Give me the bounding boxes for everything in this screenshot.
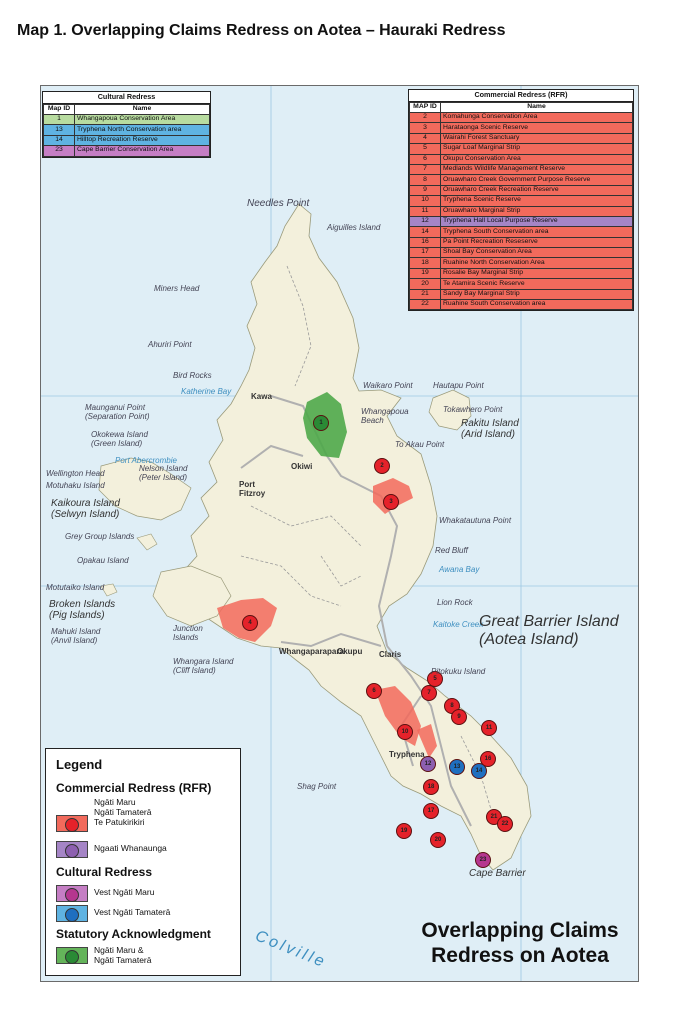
place-label: Needles Point (247, 198, 310, 209)
map-marker-label: 3 (389, 499, 393, 505)
legend-swatch (56, 905, 88, 922)
commercial-table-row-id: 16 (410, 237, 441, 247)
map-marker-icon[interactable] (481, 720, 497, 736)
map-marker-icon[interactable] (396, 823, 412, 839)
commercial-table-row-name: Rosalie Bay Marginal Strip (441, 268, 633, 278)
commercial-table-row-id: 19 (410, 268, 441, 278)
cultural-table-row-name: Tryphena North Conservation area (75, 125, 210, 135)
place-label: Okiwi (291, 462, 313, 471)
map-marker-label: 21 (490, 814, 498, 820)
commercial-table-row-name: Sugar Loaf Marginal Strip (441, 144, 633, 154)
commercial-table-row-name: Komahunga Conservation Area (441, 113, 633, 123)
map-marker-icon[interactable] (423, 803, 439, 819)
commercial-table-row (410, 164, 633, 174)
commercial-table-row-name: Wairahi Forest Sanctuary (441, 133, 633, 143)
place-label: Tokawhero Point (443, 405, 503, 414)
map-legend (45, 748, 241, 976)
place-label: Okokewa Island (Green Island) (91, 430, 148, 448)
commercial-table-row-id: 22 (410, 300, 441, 310)
place-label: Whangara Island (Cliff Island) (173, 657, 234, 675)
map-marker-icon[interactable] (374, 458, 390, 474)
map-marker-label: 11 (485, 725, 493, 731)
map-marker-label: 22 (501, 821, 509, 827)
map-marker-icon[interactable] (451, 709, 467, 725)
map-marker-icon[interactable] (242, 615, 258, 631)
commercial-table-row (410, 227, 633, 237)
place-label: Awana Bay (439, 565, 480, 574)
commercial-table-row-name: Sandy Bay Marginal Strip (441, 289, 633, 299)
commercial-table-row (410, 123, 633, 133)
map-marker-label: 10 (401, 729, 409, 735)
commercial-table-row-id: 6 (410, 154, 441, 164)
cultural-table-row-id: 13 (44, 125, 75, 135)
commercial-table-row (410, 300, 633, 310)
place-label: Colville (252, 927, 330, 972)
cultural-table-grid (43, 104, 210, 157)
commercial-table-row (410, 248, 633, 258)
commercial-table-row (410, 237, 633, 247)
place-label: Ahuriri Point (148, 340, 192, 349)
commercial-table-grid (409, 102, 633, 310)
map-marker-icon[interactable] (497, 816, 513, 832)
map-marker-label: 2 (380, 463, 384, 469)
map-marker-icon[interactable] (313, 415, 329, 431)
commercial-table-row (410, 154, 633, 164)
legend-swatch (56, 885, 88, 902)
map-marker-label: 17 (427, 808, 435, 814)
commercial-table-row-name: Tryphena Hall Local Purpose Reserve (441, 216, 633, 226)
commercial-table-row-name: Te Atamira Scenic Reserve (441, 279, 633, 289)
place-label: Bird Rocks (173, 371, 212, 380)
commercial-table-row (410, 268, 633, 278)
legend-swatch (56, 815, 88, 832)
commercial-table-row (410, 216, 633, 226)
place-label: Kawa (251, 392, 272, 401)
map-marker-icon[interactable] (383, 494, 399, 510)
place-label: Kaikoura Island (Selwyn Island) (51, 498, 120, 520)
place-label: Great Barrier Island (Aotea Island) (479, 613, 619, 648)
commercial-table-row (410, 133, 633, 143)
legend-cultural-heading: Cultural Redress (56, 865, 153, 879)
map-marker-label: 4 (248, 620, 252, 626)
legend-marker-icon (65, 844, 79, 858)
place-label: Wellington Head (46, 469, 105, 478)
cultural-redress-table (42, 91, 211, 158)
cultural-col-id: Map ID (44, 105, 75, 115)
place-label: Hautapu Point (433, 381, 484, 390)
place-label: Mahuki Island (Anvil Island) (51, 627, 101, 645)
commercial-table-row-id: 8 (410, 175, 441, 185)
map-marker-label: 1 (319, 420, 323, 426)
cultural-table-title: Cultural Redress (43, 92, 210, 104)
map-marker-icon[interactable] (421, 685, 437, 701)
legend-label: Vest Ngāti Maru (94, 887, 155, 897)
commercial-table-row-name: Ruahine South Conservation area (441, 300, 633, 310)
legend-marker-icon (65, 950, 79, 964)
cultural-table-row (44, 125, 210, 135)
commercial-table-row-name: Okupu Conservation Area (441, 154, 633, 164)
commercial-table-row-name: Oruawharo Marginal Strip (441, 206, 633, 216)
commercial-table-row-name: Oruawharo Creek Recreation Reserve (441, 185, 633, 195)
commercial-table-row (410, 185, 633, 195)
commercial-table-row-id: 3 (410, 123, 441, 133)
commercial-table-row-id: 7 (410, 164, 441, 174)
map-marker-label: 23 (479, 857, 487, 863)
commercial-table-row-id: 5 (410, 144, 441, 154)
commercial-table-row (410, 289, 633, 299)
commercial-table-row-name: Tryphena South Conservation area (441, 227, 633, 237)
map-marker-label: 5 (433, 676, 437, 682)
commercial-table-row (410, 206, 633, 216)
legend-marker-icon (65, 908, 79, 922)
place-label: Kaitoke Creek (433, 620, 484, 629)
legend-commercial-heading: Commercial Redress (RFR) (56, 781, 212, 795)
commercial-table-row-name: Medlands Wildlife Management Reserve (441, 164, 633, 174)
commercial-table-row-id: 18 (410, 258, 441, 268)
legend-label: Ngaati Whanaunga (94, 843, 167, 853)
commercial-table-row-id: 20 (410, 279, 441, 289)
place-label: Waikaro Point (363, 381, 413, 390)
legend-swatch (56, 947, 88, 964)
place-label: To Akau Point (395, 440, 445, 449)
cultural-table-row-name: Cape Barrier Conservation Area (75, 146, 210, 156)
page-title: Map 1. Overlapping Claims Redress on Aotea – Hauraki Redress (17, 22, 506, 39)
map-marker-icon[interactable] (430, 832, 446, 848)
place-label: Aiguilles Island (327, 223, 381, 232)
legend-label: Ngāti Maru Ngāti Tamaterā Te Patukirikiri (94, 797, 152, 827)
place-label: Shag Point (297, 782, 337, 791)
cultural-table-row-id: 23 (44, 146, 75, 156)
commercial-table-row-id: 14 (410, 227, 441, 237)
map-marker-label: 20 (434, 837, 442, 843)
commercial-table-row (410, 279, 633, 289)
commercial-table-row-id: 11 (410, 206, 441, 216)
commercial-col-id: MAP ID (410, 103, 441, 113)
cultural-table-row (44, 115, 210, 125)
commercial-table-row-name: Harataonga Scenic Reserve (441, 123, 633, 133)
commercial-table-row-name: Shoal Bay Conservation Area (441, 248, 633, 258)
legend-marker-icon (65, 888, 79, 902)
commercial-table-row (410, 258, 633, 268)
cultural-table-row-id: 1 (44, 115, 75, 125)
commercial-table-row-id: 21 (410, 289, 441, 299)
cultural-table-row (44, 135, 210, 145)
legend-title: Legend (56, 757, 103, 772)
place-label: Red Bluff (435, 546, 468, 555)
map-marker-label: 8 (450, 703, 454, 709)
map-marker-label: 7 (427, 690, 431, 696)
map-marker-label: 12 (424, 761, 432, 767)
map-marker-label: 14 (475, 768, 483, 774)
commercial-table-row (410, 175, 633, 185)
map-title-text: Overlapping Claims Redress on Aotea (421, 919, 619, 967)
map-title (385, 918, 655, 968)
commercial-table-row-id: 12 (410, 216, 441, 226)
place-label: Whangaparapara (279, 647, 344, 656)
place-label: Miners Head (154, 284, 200, 293)
commercial-table-row (410, 144, 633, 154)
place-label: Motutaiko Island (46, 583, 105, 592)
place-label: Broken Islands (Pig Islands) (49, 599, 116, 621)
small-island-1 (137, 534, 157, 550)
map-marker-label: 18 (427, 784, 435, 790)
map-marker-label: 13 (453, 764, 461, 770)
commercial-table-row-id: 10 (410, 196, 441, 206)
map-marker-icon[interactable] (475, 852, 491, 868)
map-marker-icon[interactable] (449, 759, 465, 775)
place-label: Claris (379, 650, 402, 659)
commercial-redress-table (408, 89, 634, 311)
legend-label: Ngāti Maru & Ngāti Tamaterā (94, 945, 152, 965)
place-label: Tryphena (389, 750, 425, 759)
place-label: Opakau Island (77, 556, 129, 565)
place-label: Nelson Island (Peter Island) (139, 464, 188, 482)
legend-label: Vest Ngāti Tamaterā (94, 907, 171, 917)
map-marker-icon[interactable] (480, 751, 496, 767)
commercial-table-row-id: 9 (410, 185, 441, 195)
commercial-table-row (410, 113, 633, 123)
commercial-table-row-name: Pa Point Recreation Reseserve (441, 237, 633, 247)
place-label: Cape Barrier (469, 868, 526, 879)
place-label: Rakitu Island (Arid Island) (461, 418, 519, 440)
place-label: Junction Islands (173, 624, 203, 642)
commercial-col-name: Name (441, 103, 633, 113)
cultural-col-name: Name (75, 105, 210, 115)
commercial-table-row (410, 196, 633, 206)
place-label: Katherine Bay (181, 387, 232, 396)
commercial-table-row-id: 17 (410, 248, 441, 258)
commercial-table-title: Commercial Redress (RFR) (409, 90, 633, 102)
commercial-table-row-name: Tryphena Scenic Reserve (441, 196, 633, 206)
map-marker-icon[interactable] (423, 779, 439, 795)
map-marker-label: 16 (484, 756, 492, 762)
legend-swatch (56, 841, 88, 858)
place-label: Whangapoua Beach (361, 407, 409, 425)
place-label: Maunganui Point (Separation Point) (85, 403, 150, 421)
cultural-table-row-name: Hilltop Recreation Reserve (75, 135, 210, 145)
place-label: Port Fitzroy (239, 480, 266, 498)
place-label: Pitokuku Island (431, 667, 486, 676)
map-marker-label: 9 (457, 714, 461, 720)
commercial-table-row-name: Ruahine North Conservation Area (441, 258, 633, 268)
map-marker-label: 6 (372, 688, 376, 694)
cultural-table-row-id: 14 (44, 135, 75, 145)
legend-marker-icon (65, 818, 79, 832)
commercial-table-row-name: Oruawharo Creek Government Purpose Reserve (441, 175, 633, 185)
map-marker-label: 19 (400, 828, 408, 834)
cultural-table-row-name: Whangapoua Conservation Area (75, 115, 210, 125)
place-label: Okupu (337, 647, 363, 656)
commercial-table-row-id: 4 (410, 133, 441, 143)
commercial-table-row-id: 2 (410, 113, 441, 123)
place-label: Grey Group Islands (65, 532, 135, 541)
cultural-table-row (44, 146, 210, 156)
map-marker-icon[interactable] (397, 724, 413, 740)
place-label: Lion Rock (437, 598, 473, 607)
legend-statutory-heading: Statutory Acknowledgment (56, 927, 211, 941)
place-label: Motuhaku Island (46, 481, 105, 490)
map-marker-icon[interactable] (366, 683, 382, 699)
place-label: Port Abercrombie (115, 456, 177, 465)
place-label: Whakatautuna Point (439, 516, 512, 525)
